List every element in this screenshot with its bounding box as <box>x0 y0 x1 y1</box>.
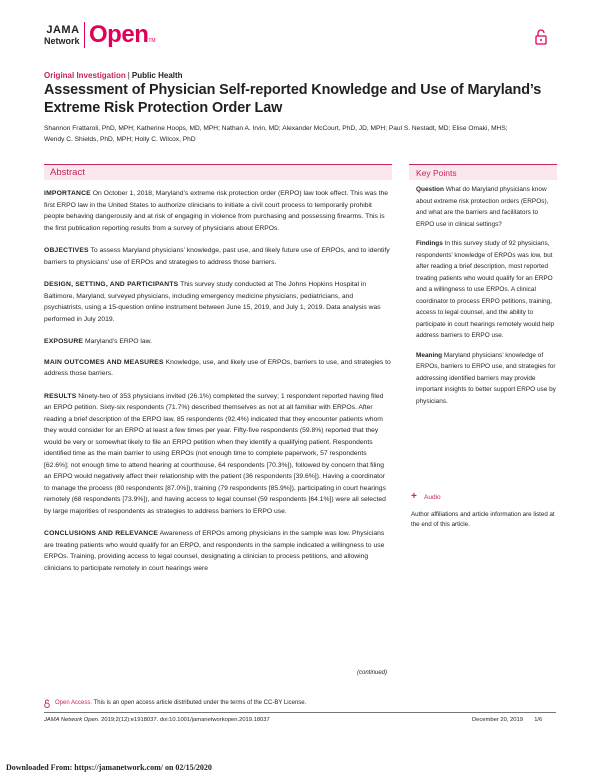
audio-label[interactable]: Audio <box>424 493 441 501</box>
kicker-separator: | <box>127 71 130 80</box>
open-access-text: This is an open access article distributed under the terms of the CC-BY License. <box>93 700 307 706</box>
key-point-question <box>416 184 556 230</box>
citation-line <box>44 717 270 723</box>
section-label: CONCLUSIONS AND RELEVANCE <box>44 530 159 537</box>
section-text: Knowledge, use, and likely use of ERPOs, barriers to use, and strategies to address those barriers. <box>44 358 391 377</box>
key-point-text: What do Maryland physicians know about extreme risk protection orders (ERPOs), and what are the barriers and facilitators to ERPO use in clinical settings? <box>416 186 549 228</box>
article-category[interactable]: Original Investigation <box>44 71 126 80</box>
section-label: RESULTS <box>44 392 77 400</box>
logo-jama: JAMA <box>46 23 80 36</box>
date-and-page <box>472 717 542 723</box>
continued-note: (continued) <box>357 670 388 676</box>
article-kicker <box>44 71 183 80</box>
journal-name: JAMA Network Open. <box>44 717 100 723</box>
abstract-body <box>44 188 392 585</box>
section-text: Awareness of ERPOs among physicians in the sample was low. Physicians are treating patients who would qualify for an ERPO, and respondents in the sample indicated a willingness to use ERPOs. Training, providing access to legal counsel, designating a clinician to process petitions, and allowing clinicians to participate remotely in court hearings were <box>44 530 385 572</box>
page-number: 1/6 <box>534 717 543 723</box>
section-label: EXPOSURE <box>44 338 84 345</box>
section-text: Maryland’s ERPO law. <box>85 338 153 345</box>
open-access-notice <box>55 700 306 706</box>
logo-open: Open <box>89 21 149 48</box>
section-text: To assess Maryland physicians’ knowledge, past use, and likely future use of ERPOs, and to identify barriers to physicians’ use of ERPOs and strategies to address those barriers. <box>44 247 390 266</box>
abstract-exposure <box>44 336 392 348</box>
logo-wordmark <box>44 25 80 46</box>
section-label: IMPORTANCE <box>44 190 91 197</box>
key-point-text: Maryland physicians’ knowledge of ERPOs, barriers to ERPO use, and strategies for addressing identified barriers may provide important insights to better support ERPO use by physicians. <box>416 351 556 405</box>
key-point-label: Findings <box>416 240 443 247</box>
footer-divider <box>44 712 556 713</box>
authors-line-1: Shannon Frattaroli, PhD, MPH; Katherine Hoops, MD, MPH; Nathan A. Irvin, MD; Alexander McCourt, PhD, JD, MPH; Paul S. Nestadt, MD; Elise Omaki, MHS; <box>44 125 508 132</box>
publication-date: December 20, 2019 <box>472 717 523 723</box>
abstract-conclusions <box>44 528 392 574</box>
abstract-design <box>44 279 392 325</box>
abstract-importance <box>44 188 392 234</box>
open-access-label[interactable]: Open Access. <box>55 700 93 706</box>
section-text: This survey study conducted at The Johns Hopkins Hospital in Baltimore, Maryland, surveyed physicians, including emergency medicine physicians, pediatricians, and psychiatrists, using a 15-question online instrument between June 15, 2019, and July 1, 2019. Data analysis was performed in July 2019. <box>44 281 381 323</box>
audio-link[interactable] <box>411 492 441 502</box>
open-lock-icon <box>535 29 547 45</box>
section-text: Ninety-two of 353 physicians invited (26.1%) completed the survey; 1 respondent reported having filed an ERPO petition. Sixty-six respondents (71.7%) described themselves as not at all familiar with ERPOs. After reading a brief description of the ERPO law, 85 respondents (92.4%) indicated that they encounter patients whom they would consider for an ERPO at least a few times per year. Fifty-five respondents (59.8%) reported that they would be very or somewhat likely to file an ERPO petition when they identify a qualifying patient. Respondents identified time as the main barrier to using ERPOs (not enough time to complete paperwork, 57 respondents [62.6%]; not enough time to attend hearing at courthouse, 64 respondents [70.3%]), followed by concern that filing an ERPO would negatively affect their relationship with the patient (36 respondents [39.6%]). Having a coordinator to manage the process (80 respondents [87.0%]), training (79 respondents [85.9%]), participating in court hearings remotely (68 respondents [73.9%]), and having access to legal counsel (59 respondents [64.1%]) were all selected by large majorities of respondents as strategies to address barriers to ERPO use. <box>44 392 386 515</box>
key-point-label: Meaning <box>416 351 443 359</box>
plus-icon: + <box>411 491 417 502</box>
abstract-header <box>44 164 392 180</box>
logo-trademark: TM <box>148 38 156 44</box>
abstract-objectives <box>44 245 392 268</box>
abstract-results <box>44 391 392 518</box>
key-points-header <box>409 164 557 180</box>
section-text: On October 1, 2018, Maryland’s extreme risk protection order (ERPO) law took effect. This was the first ERPO law in the United States to authorize clinicians to initiate a civil court process to temporarily prohibit people behaving dangerously and at risk of engaging in violence from purchasing and possessing firearms. This is the first publication reporting results from a survey of physicians about ERPOs. <box>44 190 389 232</box>
author-affiliations-note: Author affiliations and article information are listed at the end of this article. <box>411 511 555 528</box>
key-points-heading: Key Points <box>416 168 457 178</box>
article-section: Public Health <box>131 71 183 80</box>
key-point-findings <box>416 238 556 342</box>
author-list <box>44 124 564 145</box>
download-stamp: Downloaded From: https://jamanetwork.com/ on 02/15/2020 <box>6 763 212 772</box>
logo-network: Network <box>44 35 80 46</box>
authors-line-2: Wendy C. Shields, PhD, MPH; Holly C. Wilcox, PhD <box>44 135 196 143</box>
article-title: Assessment of Physician Self-reported Knowledge and Use of Maryland’s Extreme Risk Protection Order Law <box>44 82 542 116</box>
key-point-meaning <box>416 350 556 408</box>
abstract-main-outcomes <box>44 357 392 380</box>
key-point-text: In this survey study of 92 physicians, respondents’ knowledge of ERPOs was low, but after reading a brief description, most reported treating patients who would qualify for an ERPO and a willingness to use ERPOs. A clinical coordinator to process ERPO petitions, training, access to legal counsel, and the ability to participate in court hearings remotely would help address barriers to ERPO use. <box>416 240 555 339</box>
section-label: DESIGN, SETTING, AND PARTICIPANTS <box>44 281 179 288</box>
open-access-icon <box>44 699 50 708</box>
logo-divider <box>84 22 86 48</box>
abstract-heading: Abstract <box>50 167 85 178</box>
section-label: MAIN OUTCOMES AND MEASURES <box>44 358 164 366</box>
citation-text: 2019;2(12):e1918037. doi:10.1001/jamanetworkopen.2019.18037 <box>101 717 270 723</box>
jama-network-open-logo[interactable] <box>44 22 156 48</box>
key-points-body <box>416 184 556 415</box>
section-label: OBJECTIVES <box>44 247 89 254</box>
key-point-label: Question <box>416 186 444 193</box>
